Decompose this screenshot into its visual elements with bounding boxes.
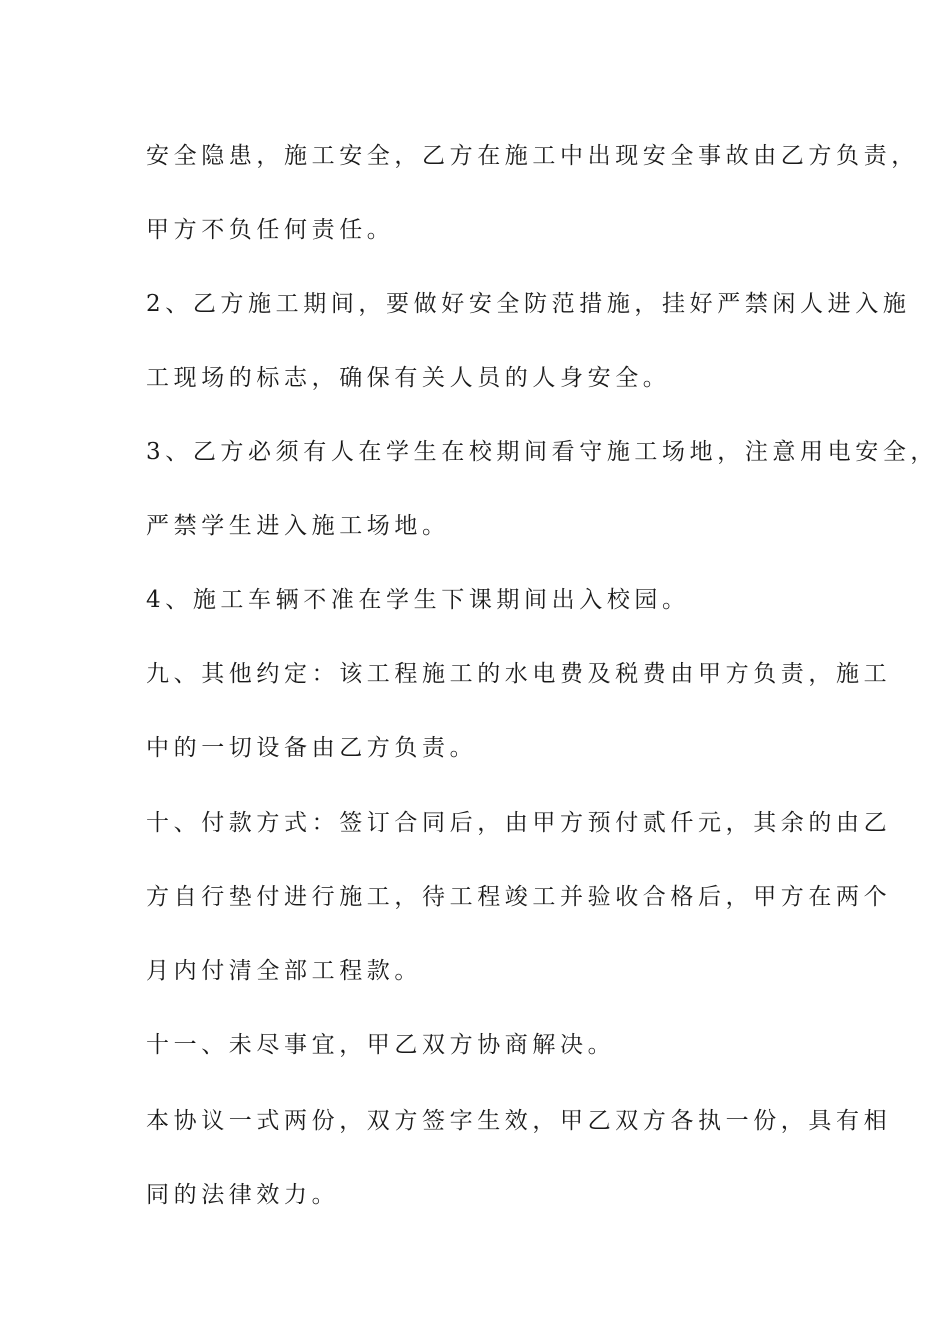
text-line: 4、施工车辆不准在学生下课期间出入校园。 bbox=[146, 587, 690, 613]
text-line: 十、付款方式：签订合同后，由甲方预付贰仟元，其余的由乙 bbox=[146, 810, 892, 836]
text-line: 月内付清全部工程款。 bbox=[146, 958, 422, 984]
text-line: 十一、未尽事宜，甲乙双方协商解决。 bbox=[146, 1032, 616, 1058]
text-line: 方自行垫付进行施工，待工程竣工并验收合格后，甲方在两个 bbox=[146, 884, 892, 910]
text-line: 同的法律效力。 bbox=[146, 1182, 340, 1208]
text-line: 严禁学生进入施工场地。 bbox=[146, 513, 450, 539]
text-line: 2、乙方施工期间，要做好安全防范措施，挂好严禁闲人进入施 bbox=[146, 291, 911, 317]
text-line: 本协议一式两份，双方签字生效，甲乙双方各执一份，具有相 bbox=[146, 1108, 892, 1134]
text-line: 九、其他约定：该工程施工的水电费及税费由甲方负责，施工 bbox=[146, 661, 892, 687]
text-line: 中的一切设备由乙方负责。 bbox=[146, 735, 478, 761]
text-line: 3、乙方必须有人在学生在校期间看守施工场地，注意用电安全， bbox=[146, 439, 939, 465]
text-line: 工现场的标志，确保有关人员的人身安全。 bbox=[146, 365, 671, 391]
text-line: 甲方不负任何责任。 bbox=[146, 217, 395, 243]
text-line: 安全隐患，施工安全，乙方在施工中出现安全事故由乙方负责， bbox=[146, 143, 919, 169]
